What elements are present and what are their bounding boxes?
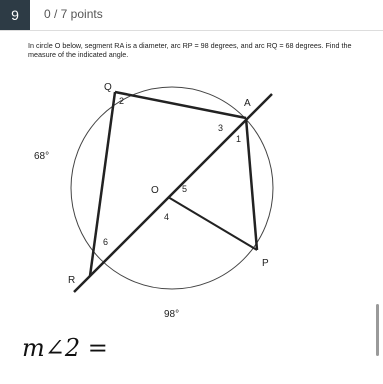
chord-ap bbox=[246, 118, 257, 250]
point-label-a: A bbox=[244, 98, 251, 109]
question-number: 9 bbox=[0, 0, 30, 30]
radius-op bbox=[168, 197, 257, 250]
point-label-q: Q bbox=[104, 82, 112, 93]
answer-label: m∠2 = bbox=[22, 334, 108, 362]
angle-label-2: 2 bbox=[119, 96, 125, 106]
arc-label-rq: 68° bbox=[34, 151, 50, 162]
arc-label-rp: 98° bbox=[164, 309, 180, 320]
point-label-r: R bbox=[68, 275, 76, 286]
angle-label-4: 4 bbox=[164, 212, 170, 222]
angle-label-6: 6 bbox=[103, 237, 109, 247]
question-prompt: In circle O below, segment RA is a diameter, arc RP = 98 degrees, and arc RQ = 68 degrees. Find the measure of the indicated angle. bbox=[28, 41, 352, 59]
angle-label-1: 1 bbox=[236, 134, 242, 144]
chord-qa bbox=[115, 92, 246, 118]
points-label: 0 / 7 points bbox=[44, 7, 103, 21]
chord-qr bbox=[90, 92, 115, 276]
line-ra bbox=[74, 94, 272, 292]
point-label-o: O bbox=[151, 185, 159, 196]
angle-label-3: 3 bbox=[218, 123, 224, 133]
point-label-p: P bbox=[262, 258, 269, 269]
angle-label-5: 5 bbox=[182, 184, 188, 194]
scrollbar-thumb[interactable] bbox=[376, 304, 379, 356]
